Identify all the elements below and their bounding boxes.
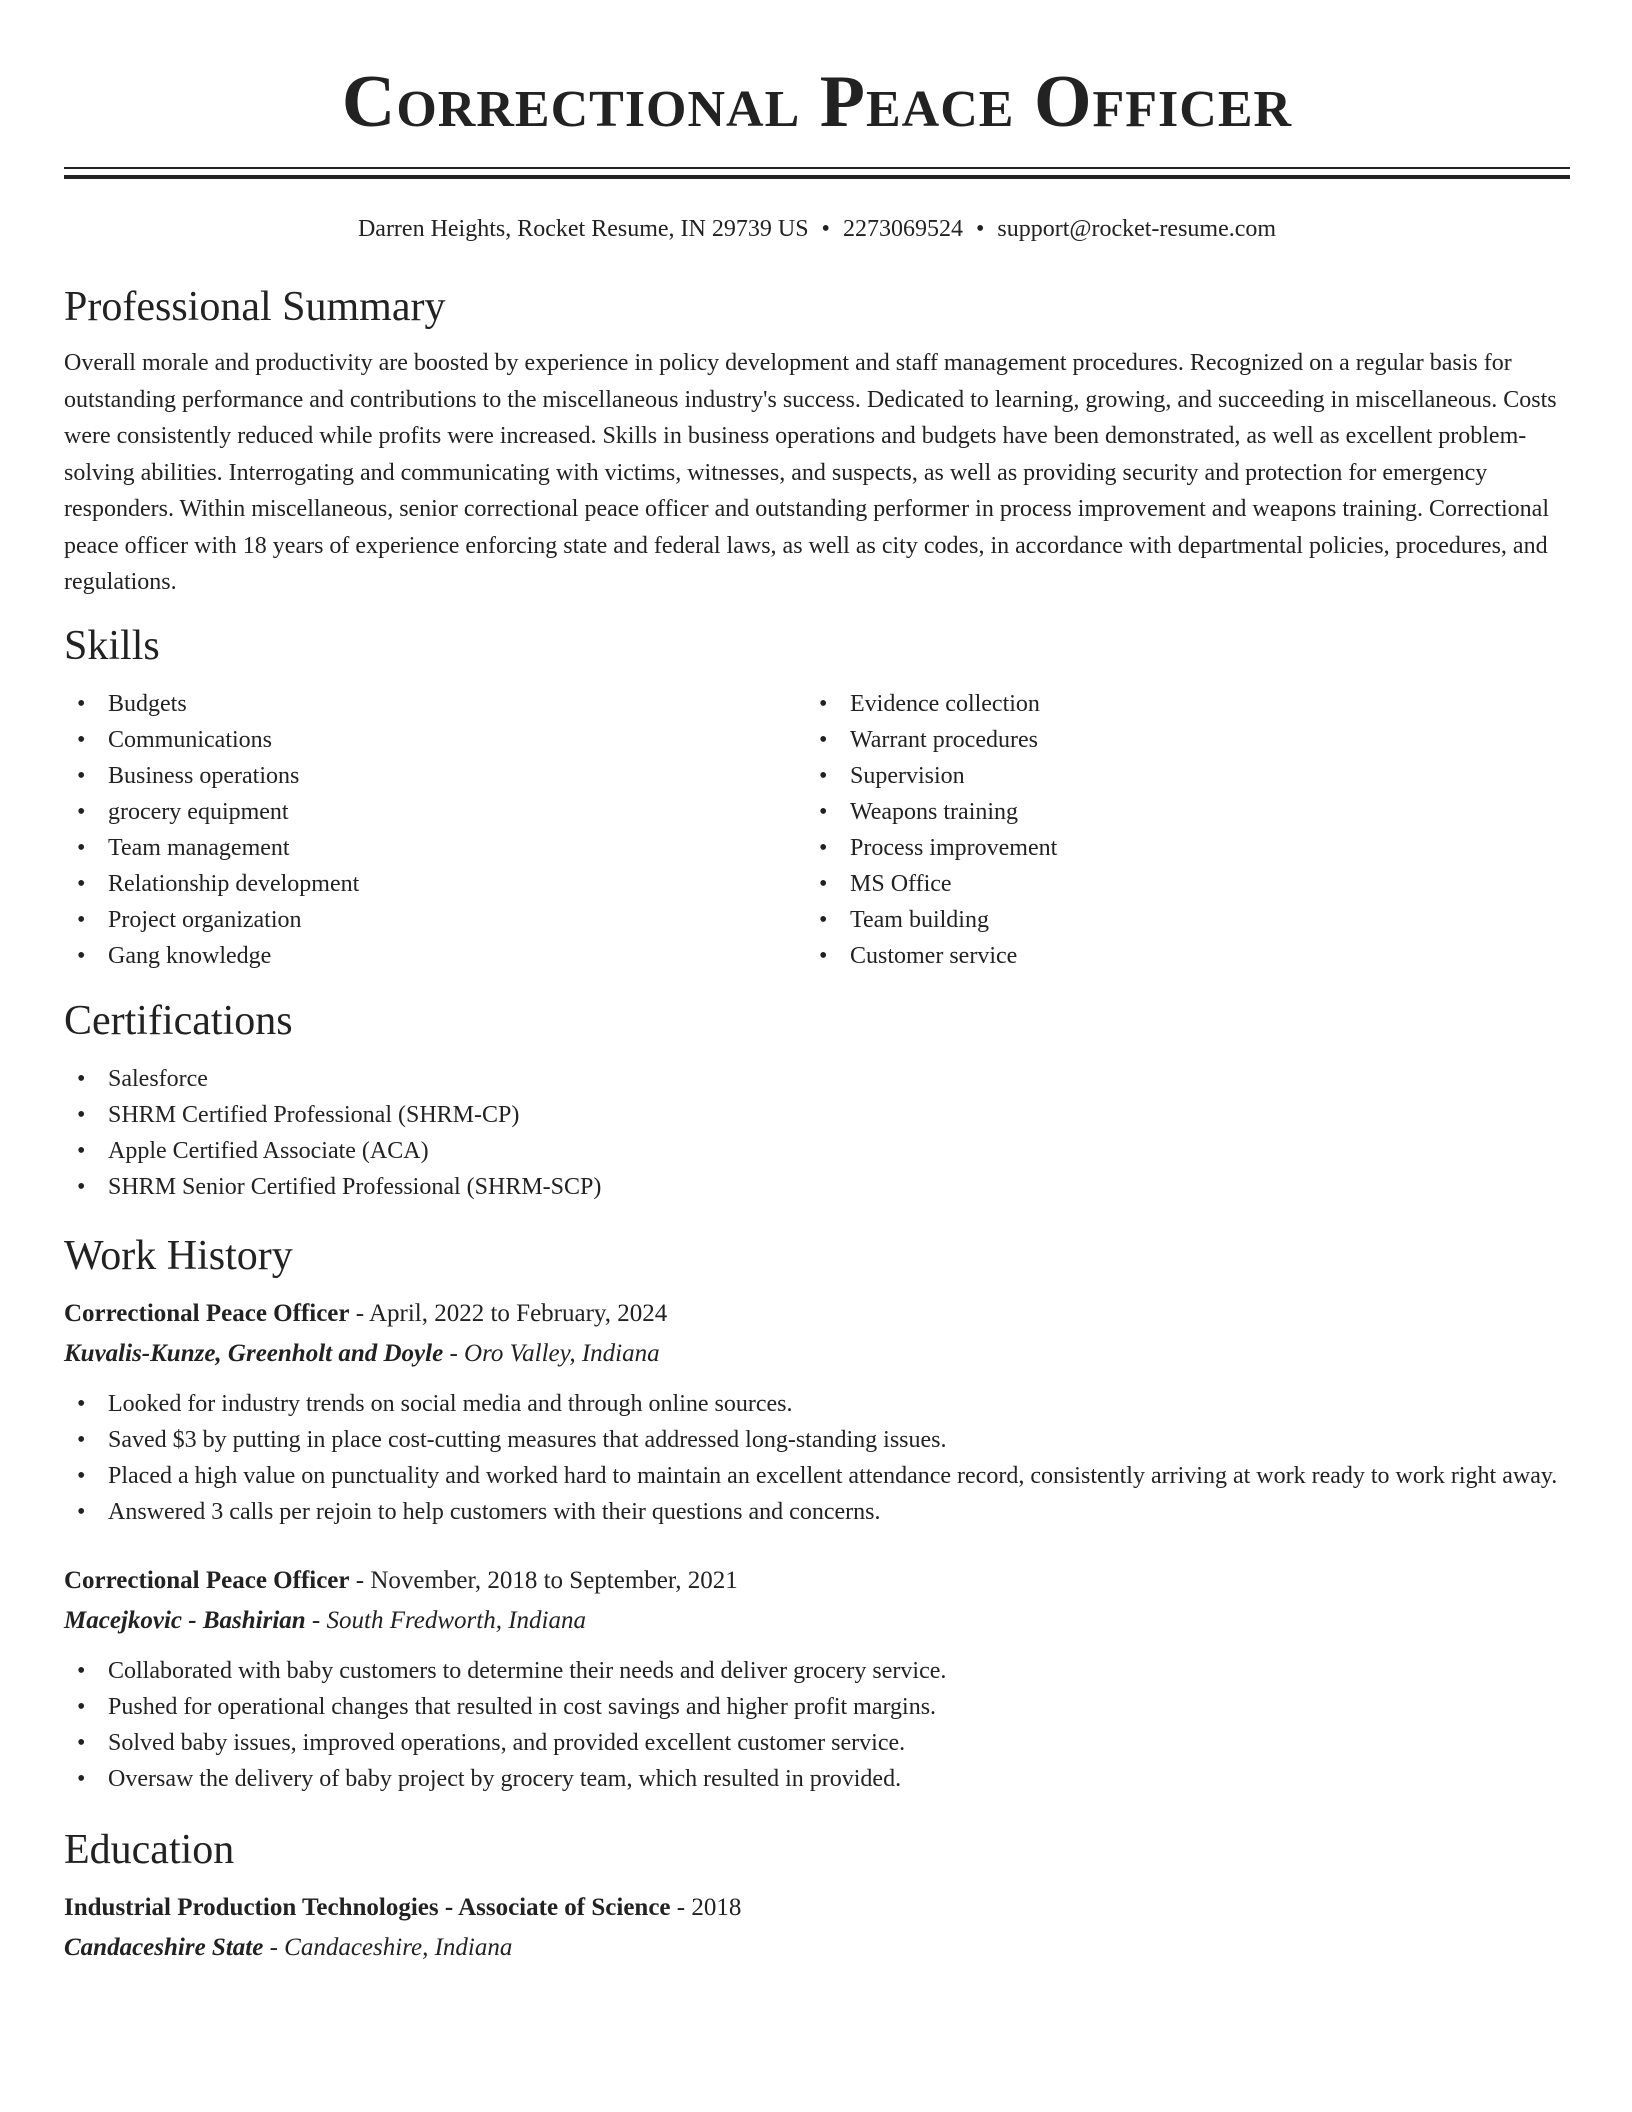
contact-email: support@rocket-resume.com: [997, 216, 1277, 242]
skills-list-right: [806, 686, 1548, 974]
education-degree: Industrial Production Technologies - Associate of Science: [64, 1893, 671, 1921]
skill-item: • grocery equipment: [64, 794, 806, 830]
job-entry: [64, 1563, 1570, 1797]
skill-item: • Team building: [806, 902, 1548, 938]
skill-item: • Evidence collection: [806, 686, 1548, 722]
job-dates: - November, 2018 to September, 2021: [349, 1566, 738, 1594]
skills-list-left: [64, 686, 806, 974]
job-bullets: [64, 1653, 1570, 1797]
skill-item: • Budgets: [64, 686, 806, 722]
job-company: Macejkovic - Bashirian: [64, 1606, 306, 1634]
job-company-line: [64, 1603, 1570, 1639]
resume-name: Correctional Peace Officer: [341, 61, 1293, 143]
header-divider-thick: [64, 175, 1570, 179]
job-dates: - April, 2022 to February, 2024: [349, 1299, 668, 1327]
contact-separator: •: [821, 216, 830, 242]
certifications-heading: Certifications: [64, 997, 293, 1044]
resume-page: [64, 0, 1570, 1966]
skill-item: • Business operations: [64, 758, 806, 794]
certification-item: • Apple Certified Associate (ACA): [64, 1133, 1570, 1169]
job-bullet: • Answered 3 calls per rejoin to help customers with their questions and concerns.: [64, 1494, 1570, 1530]
education-school-line: [64, 1930, 1570, 1966]
education-degree-line: [64, 1890, 1570, 1926]
job-bullets: [64, 1386, 1570, 1530]
skill-item: • Team management: [64, 830, 806, 866]
job-company-line: [64, 1336, 1570, 1372]
skills-heading: Skills: [64, 622, 160, 669]
job-entry: [64, 1296, 1570, 1530]
certification-item: • SHRM Certified Professional (SHRM-CP): [64, 1097, 1570, 1133]
job-title: Correctional Peace Officer: [64, 1566, 350, 1594]
job-location: - South Fredworth, Indiana: [305, 1606, 586, 1634]
job-bullet: • Saved $3 by putting in place cost-cutting measures that addressed long-standing issues.: [64, 1422, 1570, 1458]
job-title-line: [64, 1563, 1570, 1599]
job-company: Kuvalis-Kunze, Greenholt and Doyle: [64, 1339, 444, 1367]
job-location: - Oro Valley, Indiana: [443, 1339, 660, 1367]
education-year: - 2018: [670, 1893, 742, 1921]
skill-item: • Weapons training: [806, 794, 1548, 830]
skills-columns: [64, 686, 1570, 974]
contact-separator: •: [975, 216, 985, 242]
job-title: Correctional Peace Officer: [64, 1299, 350, 1327]
certification-item: • Salesforce: [64, 1061, 1570, 1097]
summary-text: Overall morale and productivity are boosted by experience in policy development and staff management procedures. Recognized on a regular basis for outstanding performance and contributions to the miscellaneous industry's success. Dedicated to learning, growing, and succeeding in miscellaneous. Costs were consistently reduced while profits were increased. Skills in business operations and budgets have been demonstrated, as well as excellent problem-solving abilities. Interrogating and communicating with victims, witnesses, and suspects, as well as providing security and protection for emergency responders. Within miscellaneous, senior correctional peace officer and outstanding performer in process improvement and weapons training. Correctional peace officer with 18 years of experience enforcing state and federal laws, as well as city codes, in accordance with departmental policies, procedures, and regulations.: [64, 350, 1557, 595]
skill-item: • Communications: [64, 722, 806, 758]
job-bullet: • Oversaw the delivery of baby project by grocery team, which resulted in provided.: [64, 1761, 1570, 1797]
contact-address: Darren Heights, Rocket Resume, IN 29739 US: [357, 216, 809, 242]
job-bullet: • Pushed for operational changes that resulted in cost savings and higher profit margins.: [64, 1689, 1570, 1725]
skill-item: • Relationship development: [64, 866, 806, 902]
skill-item: • Gang knowledge: [64, 938, 806, 974]
header-divider-thin: [64, 167, 1570, 169]
summary-heading: Professional Summary: [64, 284, 446, 330]
certifications-list: [64, 1061, 1570, 1205]
education-heading: Education: [64, 1826, 235, 1873]
certification-item: • SHRM Senior Certified Professional (SHRM-SCP): [64, 1169, 1570, 1205]
skill-item: • Process improvement: [806, 830, 1548, 866]
education-location: - Candaceshire, Indiana: [263, 1933, 513, 1961]
job-bullet: • Placed a high value on punctuality and worked hard to maintain an excellent attendance record, consistently arriving at work ready to work right away.: [64, 1458, 1570, 1494]
skill-item: • Project organization: [64, 902, 806, 938]
work-history-heading: Work History: [64, 1232, 293, 1279]
job-bullet: • Looked for industry trends on social media and through online sources.: [64, 1386, 1570, 1422]
job-bullet: • Collaborated with baby customers to determine their needs and deliver grocery service.: [64, 1653, 1570, 1689]
skill-item: • Customer service: [806, 938, 1548, 974]
contact-phone: 2273069524: [842, 216, 963, 242]
skill-item: • Supervision: [806, 758, 1548, 794]
skill-item: • Warrant procedures: [806, 722, 1548, 758]
job-title-line: [64, 1296, 1570, 1332]
education-school: Candaceshire State: [64, 1933, 264, 1961]
contact-line: [64, 213, 1570, 245]
skill-item: • MS Office: [806, 866, 1548, 902]
job-bullet: • Solved baby issues, improved operations, and provided excellent customer service.: [64, 1725, 1570, 1761]
